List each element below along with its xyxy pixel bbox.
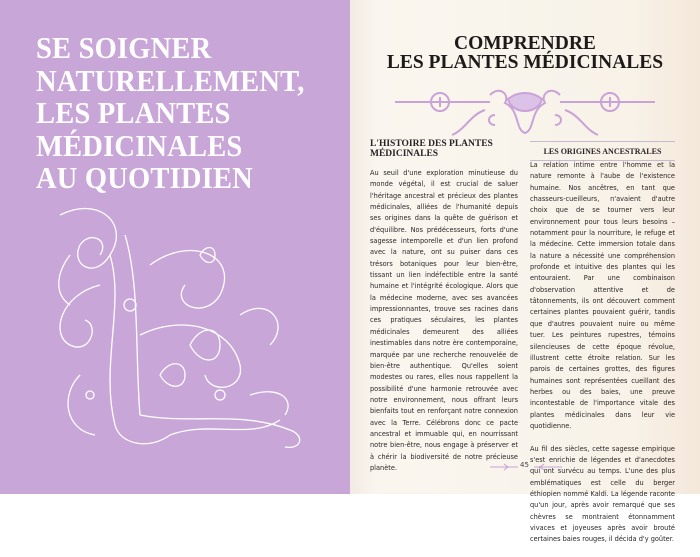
title-line: AU QUOTIDIEN: [36, 160, 253, 195]
title-line: SE SOIGNER: [36, 30, 212, 65]
right-page: [350, 0, 700, 544]
paragraph: La relation intime entre l'homme et la nature remonte à l'aube de l'existence humaine. Nos ancêtres, en tant que chasseurs-cueilleurs, n'avaient d'autre choix que de se tourner vers leur environnement pour tous leurs besoins – notamment pour la nourriture, le refuge et la médecine. Cette immersion totale dans la nature a nécessité une compréhension profonde et intuitive des plantes qui les entouraient. Par une combinaison d'observation attentive et de tâtonnements, ils ont découvert comment certaines plantes pouvaient guérir, tandis que d'autres pouvaient nuire ou même tuer. Les peintures rupestres, témoins silencieuses de cette époque révolue, illustrent cette étroite relation. Sur les parois de certaines grottes, des figures humaines sont représentées cueillant des herbes ou des baies, une preuve incontestable de l'importance vitale des plantes médicinales dans leur vie quotidienne.: [530, 161, 675, 430]
page-title: [350, 34, 700, 72]
page-number: 45: [520, 461, 529, 469]
title-line: MÉDICINALES: [36, 127, 243, 163]
baroque-ornament: [390, 85, 660, 137]
title-line: NATURELLEMENT,: [36, 62, 305, 98]
title-line: COMPRENDRE: [454, 33, 596, 54]
right-column-text: [530, 160, 675, 557]
title-line: LES PLANTES MÉDICINALES: [386, 52, 664, 73]
chapter-title: [36, 32, 305, 195]
left-column-text: [370, 168, 518, 486]
section-heading: L'HISTOIRE DES PLANTES MÉDICINALES: [370, 139, 493, 159]
paragraph: Au seuil d'une exploration minutieuse du monde végétal, il est crucial de saluer l'héritage ancestral et précieux des plantes médicinales, alliées de l'humanité depuis ses origines dans la quête de guérison et d'équilibre. Nos prédécesseurs, forts d'une sagesse intemporelle et d'un lien profond avec la nature, ont su puiser dans ces trésors botaniques pour leur bien-être, tissant un lien indéfectible entre la santé humaine et l'intégrité écologique. Alors que la médecine moderne, avec ses avancées impressionnantes, trouve ses racines dans ces pratiques séculaires, les plantes médicinales demeurent des alliées inestimables dans notre ère contemporaine, marquée par une recherche renouvelée de bien-être authentique. Qu'elles soient modestes ou rares, elles nous rappellent la possibilité d'une harmonie retrouvée avec notre environnement, nous offrant leurs bienfaits tout en renforçant notre connexion avec la Terre. Célébrons donc ce pacte ancestral et immuable qui, en nourrissant notre bien-être, nous engage à préserver et à chérir la biodiversité de notre précieuse planète.: [370, 169, 518, 472]
page-number-ornament-right: [534, 463, 562, 471]
title-line: LES PLANTES: [36, 95, 231, 130]
page-number-ornament-left: [490, 463, 518, 471]
paragraph: Au fil des siècles, cette sagesse empirique s'est enrichie de légendes et d'anecdotes qui ont survécu au temps. L'une des plus emblématiques est celle du berger éthiopien nommé Kaldi. La légende raconte qu'un jour, après avoir remarqué que ses chèvres se montraient étonnamment vivaces et joyeuses après avoir brouté certaines baies rouges, il décida d'y goûter.: [530, 444, 675, 544]
left-page: [0, 0, 350, 494]
floral-letter-ornament: [40, 195, 315, 455]
section-heading: LES ORIGINES ANCESTRALES: [530, 141, 675, 161]
